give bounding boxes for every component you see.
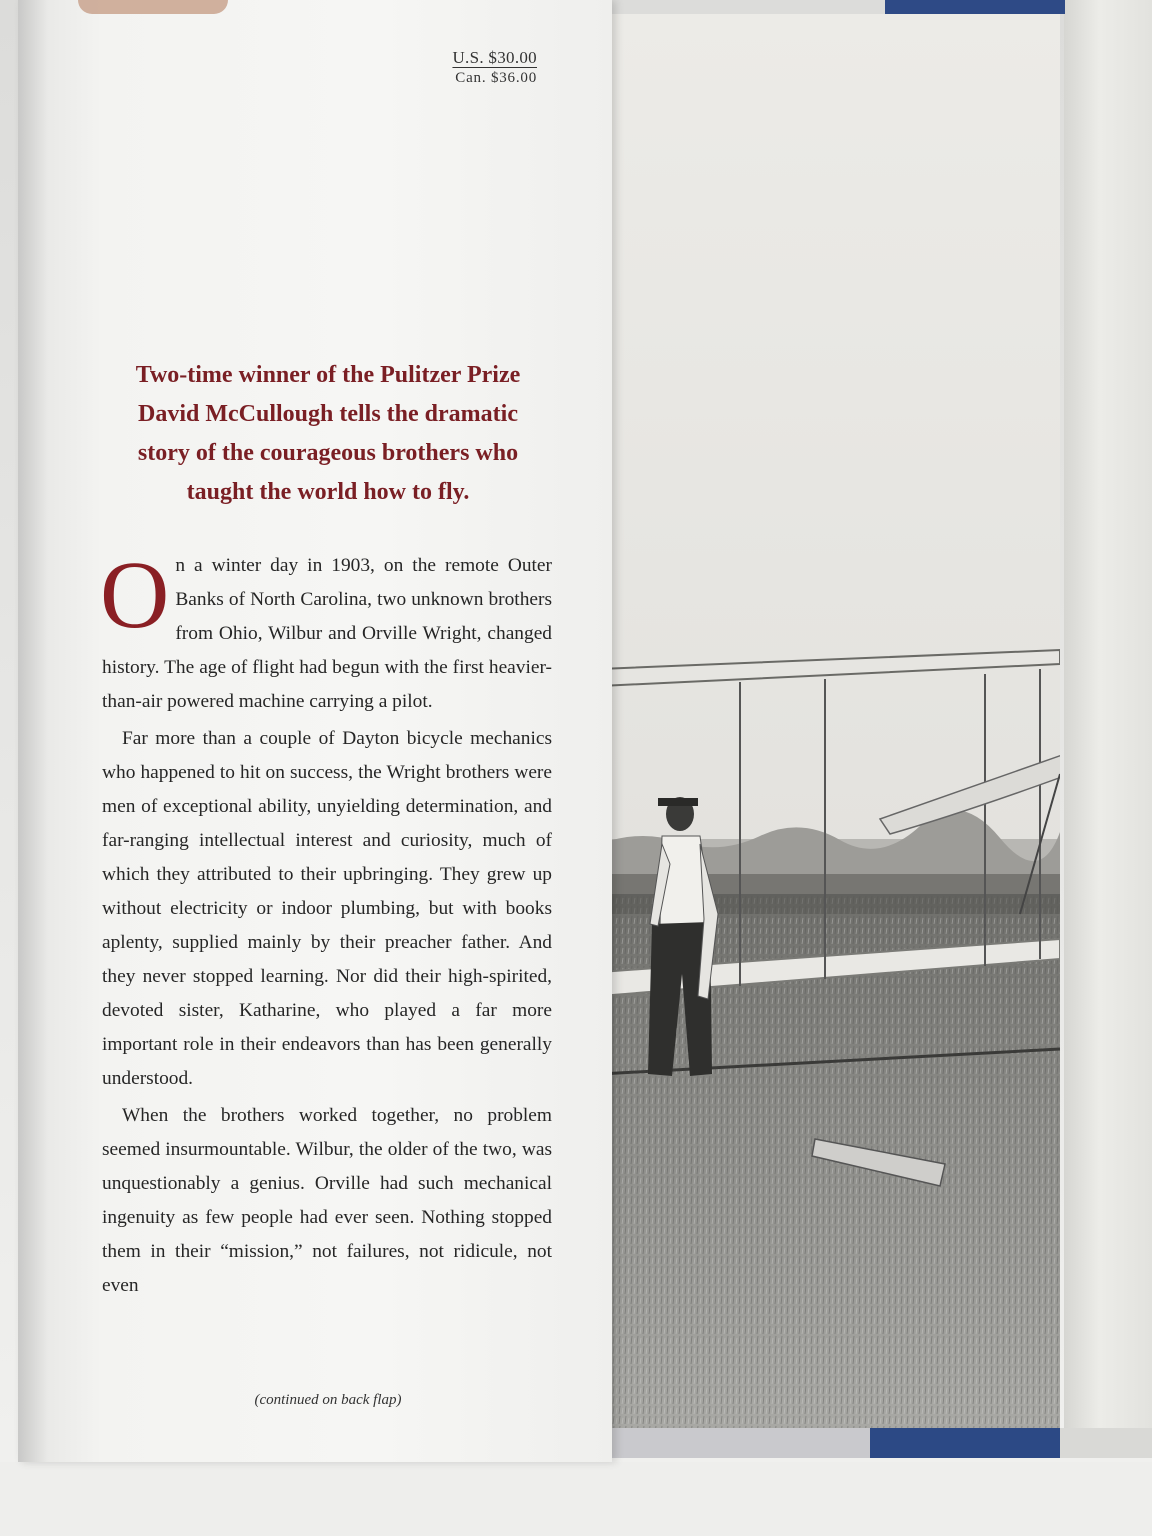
spine-band-top — [885, 0, 1065, 14]
paragraph-2: Far more than a couple of Dayton bicycle mechanics who happened to hit on success, the Wright brothers were men of exceptional ability, unyielding determination, and far-ranging intellectual interest and curiosity, much of which they attributed to their upbringing. They grew up without electricity or indoor plumbing, but with books aplenty, supplied mainly by their preacher father. And they never stopped learning. Nor did their high-spirited, devoted sister, Katharine, who played a far more important role in their endeavors than has been generally understood. — [102, 728, 552, 1089]
headline-line: Two-time winner of the Pulitzer Prize — [135, 362, 521, 388]
jacket-front-flap — [18, 0, 612, 1462]
book-edge — [1064, 0, 1152, 1455]
shelf-surface — [0, 1462, 1152, 1536]
price-canada: Can. $36.00 — [455, 70, 537, 86]
headline-line: taught the world how to fly. — [186, 479, 470, 505]
cover-photograph — [600, 14, 1060, 1428]
paragraph-1-text: n a winter day in 1903, on the remote Outer Banks of North Carolina, two unknown brothers from Ohio, Wilbur and Orville Wright, changed history. The age of flight had begun with the first heavier-than-air powered machine carrying a pilot. — [102, 555, 552, 712]
price-block — [452, 48, 537, 87]
flyer-photo-illustration — [600, 14, 1060, 1428]
thumb — [78, 0, 228, 14]
flap-body-text — [100, 541, 552, 1303]
paragraph-1 — [100, 541, 552, 719]
cover-bottom-band-grey — [600, 1428, 872, 1458]
headline-line: story of the courageous brothers who — [137, 440, 519, 466]
price-us: U.S. $30.00 — [452, 48, 537, 67]
book-edge-bottom — [1060, 1428, 1152, 1458]
headline-line: David McCullough tells the dramatic — [138, 401, 518, 427]
flap-headline — [98, 356, 558, 512]
drop-cap: O — [100, 541, 170, 648]
flap-shadow — [18, 0, 48, 1462]
spine-band-bottom — [870, 1428, 1060, 1458]
paragraph-3: When the brothers worked together, no problem seemed insurmountable. Wilbur, the older of the two, was unquestionably a genius. Orville had such mechanical ingenuity as few people had ever seen. Nothing stopped them in their “mission,” not failures, not ridicule, not even — [102, 1105, 552, 1296]
continued-note: (continued on back flap) — [254, 1392, 402, 1408]
